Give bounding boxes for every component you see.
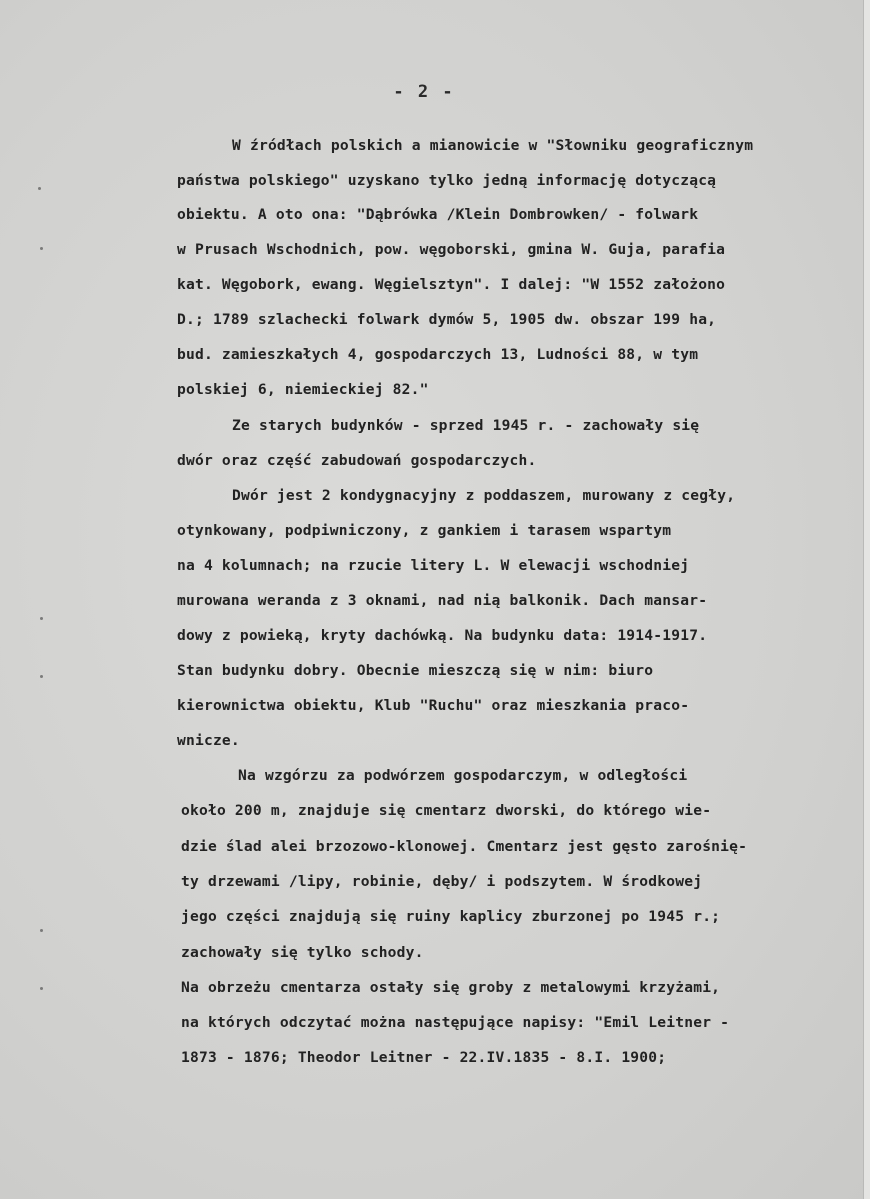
text-line: D.; 1789 szlachecki folwark dymów 5, 1905 dw. obszar 199 ha, xyxy=(177,311,717,328)
margin-speck xyxy=(38,187,41,190)
text-line: 1873 - 1876; Theodor Leitner - 22.IV.1835 - 8.I. 1900; xyxy=(181,1049,667,1066)
text-line: wnicze. xyxy=(177,732,240,749)
text-line: w Prusach Wschodnich, pow. węgoborski, gmina W. Guja, parafia xyxy=(177,241,726,258)
margin-speck xyxy=(40,617,43,620)
text-line: murowana weranda z 3 oknami, nad nią balkonik. Dach mansar- xyxy=(177,592,708,609)
text-line: Na obrzeżu cmentarza ostały się groby z metalowymi krzyżami, xyxy=(181,979,721,996)
text-line: jego części znajdują się ruiny kaplicy zburzonej po 1945 r.; xyxy=(181,908,721,925)
margin-speck xyxy=(40,247,43,250)
text-line: Ze starych budynków - sprzed 1945 r. - zachowały się xyxy=(232,417,700,434)
text-line: na 4 kolumnach; na rzucie litery L. W elewacji wschodniej xyxy=(177,557,690,574)
margin-speck xyxy=(40,987,43,990)
text-line: bud. zamieszkałych 4, gospodarczych 13, Ludności 88, w tym xyxy=(177,346,699,363)
text-line: Na wzgórzu za podwórzem gospodarczym, w odległości xyxy=(238,767,688,784)
page-number: - 2 - xyxy=(393,82,455,102)
margin-speck xyxy=(40,929,43,932)
text-line: otynkowany, podpiwniczony, z gankiem i tarasem wspartym xyxy=(177,522,672,539)
text-line: dzie ślad alei brzozowo-klonowej. Cmentarz jest gęsto zarośnię- xyxy=(181,838,748,855)
margin-speck xyxy=(40,675,43,678)
text-line: ty drzewami /lipy, robinie, dęby/ i podszytem. W środkowej xyxy=(181,873,703,890)
text-line: dwór oraz część zabudowań gospodarczych. xyxy=(177,452,537,469)
paper-edge xyxy=(863,0,870,1199)
text-line: obiektu. A oto ona: "Dąbrówka /Klein Dombrowken/ - folwark xyxy=(177,206,699,223)
text-line: państwa polskiego" uzyskano tylko jedną informację dotyczącą xyxy=(177,172,717,189)
text-line: polskiej 6, niemieckiej 82." xyxy=(177,381,429,398)
text-line: na których odczytać można następujące napisy: "Emil Leitner - xyxy=(181,1014,730,1031)
text-line: Dwór jest 2 kondygnacyjny z poddaszem, murowany z cegły, xyxy=(232,487,736,504)
text-line: około 200 m, znajduje się cmentarz dworski, do którego wie- xyxy=(181,802,712,819)
text-line: W źródłach polskich a mianowicie w "Słowniku geograficznym xyxy=(232,137,754,154)
text-line: kat. Węgobork, ewang. Węgielsztyn". I dalej: "W 1552 założono xyxy=(177,276,726,293)
text-line: zachowały się tylko schody. xyxy=(181,944,424,961)
text-line: dowy z powieką, kryty dachówką. Na budynku data: 1914-1917. xyxy=(177,627,708,644)
text-line: kierownictwa obiektu, Klub "Ruchu" oraz mieszkania praco- xyxy=(177,697,690,714)
text-line: Stan budynku dobry. Obecnie mieszczą się w nim: biuro xyxy=(177,662,654,679)
